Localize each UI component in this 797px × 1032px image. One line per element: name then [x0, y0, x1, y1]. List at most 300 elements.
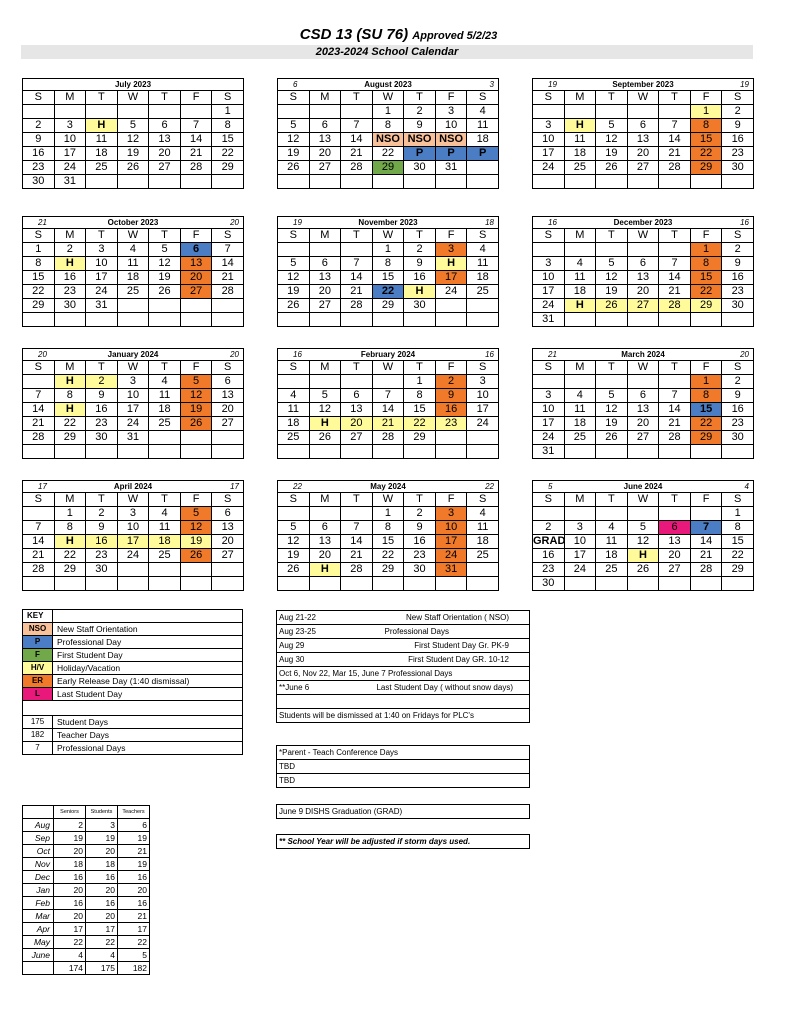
day-of-week-header: F: [690, 361, 722, 375]
calendar-day: 24: [54, 161, 86, 175]
calendar-day: 3: [533, 257, 565, 271]
calendar-day: [467, 299, 499, 313]
calendar-day: [596, 375, 628, 389]
calendar-day: 24: [86, 285, 118, 299]
calendar-day: [690, 313, 722, 327]
key-code: ER: [23, 675, 53, 688]
calendar-day: 4: [467, 243, 499, 257]
calendar-day: 17: [54, 147, 86, 161]
legend-key: [22, 609, 243, 755]
calendar-day: [23, 507, 55, 521]
calendar-day: [117, 105, 149, 119]
day-of-week-header: M: [309, 493, 341, 507]
month-count-left: 5: [548, 482, 553, 491]
day-of-week-header: S: [23, 229, 55, 243]
day-of-week-header: T: [86, 361, 118, 375]
calendar-day: 13: [212, 521, 244, 535]
calendar-day: 3: [117, 507, 149, 521]
calendar-day: 20: [627, 285, 659, 299]
calendar-day: 23: [404, 549, 436, 563]
count-value: 5: [118, 949, 150, 962]
calendar-day: 28: [659, 299, 691, 313]
calendar-day: 16: [722, 271, 754, 285]
key-label: Early Release Day (1:40 dismissal): [53, 675, 243, 688]
calendar-day: [659, 507, 691, 521]
day-of-week-header: S: [467, 493, 499, 507]
calendar-day: 6: [309, 257, 341, 271]
calendar-day: 3: [533, 119, 565, 133]
count-col-header: Seniors: [54, 806, 86, 819]
day-of-week-header: S: [533, 229, 565, 243]
calendar-day: 29: [690, 431, 722, 445]
month-count-right: 16: [740, 218, 749, 227]
calendar-day: 3: [533, 389, 565, 403]
calendar-day: [533, 175, 565, 189]
calendar-day: 22: [690, 285, 722, 299]
calendar-day: [278, 243, 310, 257]
calendar-day: 21: [23, 549, 55, 563]
calendar-day: NSO: [372, 133, 404, 147]
month-header: [277, 480, 499, 492]
calendar-day: [596, 105, 628, 119]
calendar-day: 26: [596, 161, 628, 175]
calendar-day: 15: [372, 271, 404, 285]
calendar-day: [180, 299, 212, 313]
calendar-day: 2: [23, 119, 55, 133]
calendar-day: [117, 445, 149, 459]
calendar-day: [23, 105, 55, 119]
calendar-day: 25: [278, 431, 310, 445]
calendar-day: 20: [212, 535, 244, 549]
calendar-day: [435, 313, 467, 327]
day-of-week-header: S: [23, 91, 55, 105]
calendar-day: 26: [596, 299, 628, 313]
calendar-day: 2: [435, 375, 467, 389]
calendar-day: 18: [149, 535, 181, 549]
calendar-day: 12: [596, 133, 628, 147]
event-date: Oct 6, Nov 22, Mar 15, June 7 Professional Days: [277, 667, 530, 681]
day-of-week-header: T: [404, 229, 436, 243]
day-of-week-header: W: [627, 91, 659, 105]
calendar-day: 19: [278, 147, 310, 161]
count-value: 19: [118, 858, 150, 871]
day-of-week-header: T: [149, 361, 181, 375]
calendar-day: 14: [23, 403, 55, 417]
month-header: [22, 216, 244, 228]
calendar-day: [372, 313, 404, 327]
calendar-day: 30: [404, 563, 436, 577]
calendar-day: 24: [117, 549, 149, 563]
calendar-day: [467, 563, 499, 577]
calendar-day: [309, 243, 341, 257]
calendar-day: 12: [278, 535, 310, 549]
total-label: Teacher Days: [53, 729, 243, 742]
total-num: 7: [23, 742, 53, 755]
calendar-day: [309, 105, 341, 119]
calendar-day: 23: [86, 549, 118, 563]
calendar-day: 13: [309, 133, 341, 147]
calendar-day: [627, 313, 659, 327]
count-value: 22: [54, 936, 86, 949]
calendar-day: 19: [117, 147, 149, 161]
day-of-week-header: T: [659, 493, 691, 507]
month-count-right: 22: [485, 482, 494, 491]
calendar-day: [467, 175, 499, 189]
calendar-day: 13: [659, 535, 691, 549]
day-of-week-header: W: [117, 361, 149, 375]
day-of-week-header: M: [54, 229, 86, 243]
calendar-day: 5: [278, 257, 310, 271]
month-calendar: [532, 78, 754, 189]
month-name: May 2024: [370, 482, 406, 491]
calendar-day: 29: [54, 431, 86, 445]
calendar-day: [309, 313, 341, 327]
calendar-day: [341, 577, 373, 591]
day-of-week-header: S: [467, 91, 499, 105]
calendar-day: 29: [690, 299, 722, 313]
calendar-day: [404, 445, 436, 459]
month-name: February 2024: [360, 350, 416, 359]
calendar-day: 24: [117, 417, 149, 431]
calendar-day: 27: [309, 299, 341, 313]
month-header: [532, 216, 754, 228]
calendar-day: 10: [533, 403, 565, 417]
calendar-day: [86, 313, 118, 327]
calendar-day: 22: [722, 549, 754, 563]
calendar-day: 10: [117, 521, 149, 535]
calendar-day: 11: [467, 119, 499, 133]
key-label: Professional Day: [53, 636, 243, 649]
calendar-day: 14: [341, 535, 373, 549]
calendar-day: 27: [309, 161, 341, 175]
day-of-week-header: S: [212, 91, 244, 105]
calendar-day: [309, 445, 341, 459]
key-code: F: [23, 649, 53, 662]
calendar-day: 17: [117, 403, 149, 417]
calendar-day: 20: [180, 271, 212, 285]
event-desc: Last Student Day ( without snow days): [341, 681, 530, 695]
calendar-day: [341, 445, 373, 459]
count-value: 20: [86, 845, 118, 858]
key-label: New Staff Orientation: [53, 623, 243, 636]
key-label: Last Student Day: [53, 688, 243, 701]
calendar-day: 11: [149, 521, 181, 535]
month-count-left: 16: [548, 218, 557, 227]
calendar-day: 16: [54, 271, 86, 285]
day-of-week-header: F: [180, 361, 212, 375]
calendar-day: 19: [596, 417, 628, 431]
month-calendar: [22, 480, 244, 591]
calendar-day: 23: [23, 161, 55, 175]
calendar-day: 6: [212, 375, 244, 389]
count-value: 20: [118, 884, 150, 897]
calendar-day: H: [309, 563, 341, 577]
count-month: Jan: [23, 884, 54, 897]
calendar-day: 25: [564, 161, 596, 175]
day-of-week-header: M: [54, 493, 86, 507]
calendar-day: 26: [596, 431, 628, 445]
calendar-day: 15: [404, 403, 436, 417]
month-count-right: 20: [230, 350, 239, 359]
storm-note-box: [276, 834, 530, 849]
calendar-day: 25: [467, 285, 499, 299]
calendar-day: 19: [596, 147, 628, 161]
calendar-day: 24: [435, 285, 467, 299]
calendar-day: [149, 445, 181, 459]
calendar-day: 28: [690, 563, 722, 577]
calendar-day: [596, 507, 628, 521]
calendar-day: 25: [467, 549, 499, 563]
calendar-day: 10: [54, 133, 86, 147]
calendar-day: [149, 105, 181, 119]
calendar-day: 12: [180, 521, 212, 535]
calendar-day: [117, 563, 149, 577]
count-month: Dec: [23, 871, 54, 884]
day-of-week-header: S: [722, 91, 754, 105]
calendar-day: 18: [564, 147, 596, 161]
calendar-day: 19: [149, 271, 181, 285]
calendar-day: [86, 577, 118, 591]
calendar-day: 16: [404, 535, 436, 549]
calendar-day: 11: [596, 535, 628, 549]
calendar-day: 1: [722, 507, 754, 521]
calendar-day: 15: [23, 271, 55, 285]
calendar-day: 26: [309, 431, 341, 445]
calendar-day: [212, 299, 244, 313]
calendar-day: [564, 375, 596, 389]
calendar-day: 19: [278, 285, 310, 299]
calendar-day: 26: [627, 563, 659, 577]
total-num: 175: [23, 716, 53, 729]
calendar-day: H: [309, 417, 341, 431]
calendar-day: 15: [372, 535, 404, 549]
calendar-day: [180, 175, 212, 189]
calendar-day: [341, 105, 373, 119]
calendar-day: 18: [149, 403, 181, 417]
count-total: 174: [54, 962, 86, 975]
calendar-day: [309, 175, 341, 189]
day-of-week-header: F: [690, 493, 722, 507]
count-month: Oct: [23, 845, 54, 858]
event-date: Aug 29: [277, 639, 342, 653]
calendar-day: 5: [627, 521, 659, 535]
day-of-week-header: W: [627, 361, 659, 375]
calendar-day: H: [86, 119, 118, 133]
conference-date: TBD: [277, 760, 530, 774]
calendar-day: [278, 507, 310, 521]
calendar-day: 17: [564, 549, 596, 563]
day-of-week-header: T: [341, 91, 373, 105]
calendar-day: 1: [690, 105, 722, 119]
calendar-day: 6: [627, 119, 659, 133]
key-label: First Student Day: [53, 649, 243, 662]
month-count-left: 21: [548, 350, 557, 359]
calendar-day: 8: [372, 257, 404, 271]
calendar-day: [596, 313, 628, 327]
calendar-day: [149, 563, 181, 577]
count-month: Aug: [23, 819, 54, 832]
calendar-day: 5: [309, 389, 341, 403]
calendar-day: 8: [54, 389, 86, 403]
calendar-day: [278, 445, 310, 459]
calendar-day: 20: [627, 147, 659, 161]
calendar-day: [435, 445, 467, 459]
calendar-day: 16: [722, 133, 754, 147]
day-of-week-header: W: [372, 493, 404, 507]
day-of-week-header: W: [117, 493, 149, 507]
calendar-day: 22: [404, 417, 436, 431]
calendar-day: 7: [659, 389, 691, 403]
day-of-week-header: T: [86, 493, 118, 507]
month-count-left: 20: [38, 350, 47, 359]
count-value: 19: [54, 832, 86, 845]
day-of-week-header: S: [278, 493, 310, 507]
month-calendar: [22, 348, 244, 459]
count-value: 20: [54, 884, 86, 897]
calendar-day: 22: [54, 549, 86, 563]
calendar-day: 8: [690, 119, 722, 133]
day-of-week-header: F: [180, 91, 212, 105]
day-of-week-header: M: [564, 91, 596, 105]
calendar-day: [467, 313, 499, 327]
calendar-day: 25: [564, 431, 596, 445]
calendar-day: 25: [149, 417, 181, 431]
calendar-day: 6: [309, 521, 341, 535]
calendar-day: 4: [467, 507, 499, 521]
calendar-day: [180, 577, 212, 591]
calendar-day: 13: [627, 133, 659, 147]
calendar-day: [627, 577, 659, 591]
day-of-week-header: W: [117, 91, 149, 105]
calendar-day: 8: [690, 257, 722, 271]
calendar-day: [86, 445, 118, 459]
calendar-day: 2: [722, 375, 754, 389]
calendar-day: [212, 445, 244, 459]
calendar-day: [309, 577, 341, 591]
calendar-day: 8: [54, 521, 86, 535]
key-heading: KEY: [23, 610, 53, 623]
calendar-day: 1: [372, 105, 404, 119]
calendar-day: 21: [341, 147, 373, 161]
calendar-day: 23: [533, 563, 565, 577]
day-of-week-header: W: [372, 361, 404, 375]
calendar-day: 12: [117, 133, 149, 147]
calendar-day: 30: [86, 431, 118, 445]
day-of-week-header: M: [309, 91, 341, 105]
calendar-day: 2: [54, 243, 86, 257]
month-calendar: [277, 348, 499, 459]
month-name: July 2023: [114, 80, 152, 89]
calendar-day: [435, 175, 467, 189]
calendar-day: [404, 577, 436, 591]
month-calendar: [532, 348, 754, 459]
calendar-day: 28: [659, 161, 691, 175]
calendar-day: [467, 577, 499, 591]
month-header: [22, 78, 244, 90]
calendar-day: 6: [627, 257, 659, 271]
calendar-day: 2: [86, 507, 118, 521]
calendar-day: P: [404, 147, 436, 161]
month-calendar: [277, 480, 499, 591]
calendar-day: 11: [86, 133, 118, 147]
calendar-day: [278, 577, 310, 591]
day-of-week-header: T: [341, 361, 373, 375]
month-header: [22, 480, 244, 492]
calendar-day: 19: [180, 403, 212, 417]
calendar-day: 30: [86, 563, 118, 577]
calendar-day: [690, 507, 722, 521]
calendar-day: 7: [690, 521, 722, 535]
calendar-day: [180, 431, 212, 445]
calendar-day: 5: [596, 389, 628, 403]
calendar-day: 18: [86, 147, 118, 161]
calendar-day: 28: [341, 161, 373, 175]
month-name: November 2023: [358, 218, 418, 227]
total-label: Student Days: [53, 716, 243, 729]
calendar-day: 30: [54, 299, 86, 313]
calendar-day: 22: [690, 147, 722, 161]
calendar-day: [341, 507, 373, 521]
calendar-day: 22: [690, 417, 722, 431]
count-month: Nov: [23, 858, 54, 871]
calendar-day: [435, 299, 467, 313]
calendar-day: 6: [149, 119, 181, 133]
calendar-day: 27: [627, 431, 659, 445]
calendar-day: [659, 313, 691, 327]
calendar-day: [659, 577, 691, 591]
day-of-week-header: W: [372, 91, 404, 105]
dismissal-note: Students will be dismissed at 1:40 on Fridays for PLC's: [277, 709, 530, 723]
calendar-day: 16: [86, 403, 118, 417]
month-count-left: 19: [293, 218, 302, 227]
calendar-day: 28: [212, 285, 244, 299]
conference-notes: [276, 745, 530, 788]
count-value: 16: [86, 871, 118, 884]
calendar-day: H: [54, 403, 86, 417]
calendar-day: [404, 175, 436, 189]
calendar-day: 29: [372, 563, 404, 577]
month-header: [532, 480, 754, 492]
calendar-day: 17: [533, 285, 565, 299]
calendar-day: [54, 105, 86, 119]
day-of-week-header: T: [596, 229, 628, 243]
calendar-day: 21: [690, 549, 722, 563]
calendar-day: [54, 313, 86, 327]
count-month: Mar: [23, 910, 54, 923]
count-value: 17: [86, 923, 118, 936]
day-of-week-header: F: [180, 229, 212, 243]
calendar-day: 14: [690, 535, 722, 549]
calendar-day: 12: [596, 403, 628, 417]
calendar-day: H: [435, 257, 467, 271]
calendar-day: 11: [564, 403, 596, 417]
day-of-week-header: S: [278, 229, 310, 243]
calendar-day: 27: [627, 299, 659, 313]
calendar-day: 2: [404, 105, 436, 119]
month-count-right: 18: [485, 218, 494, 227]
count-col-header: Teachers: [118, 806, 150, 819]
calendar-day: [722, 577, 754, 591]
calendar-day: [149, 431, 181, 445]
event-desc: Professional Days: [341, 625, 530, 639]
calendar-day: 2: [722, 243, 754, 257]
calendar-day: 24: [435, 549, 467, 563]
calendar-day: 13: [341, 403, 373, 417]
event-desc: First Student Day GR. 10-12: [341, 653, 530, 667]
calendar-day: 10: [533, 133, 565, 147]
calendar-day: 20: [212, 403, 244, 417]
day-of-week-header: S: [212, 493, 244, 507]
